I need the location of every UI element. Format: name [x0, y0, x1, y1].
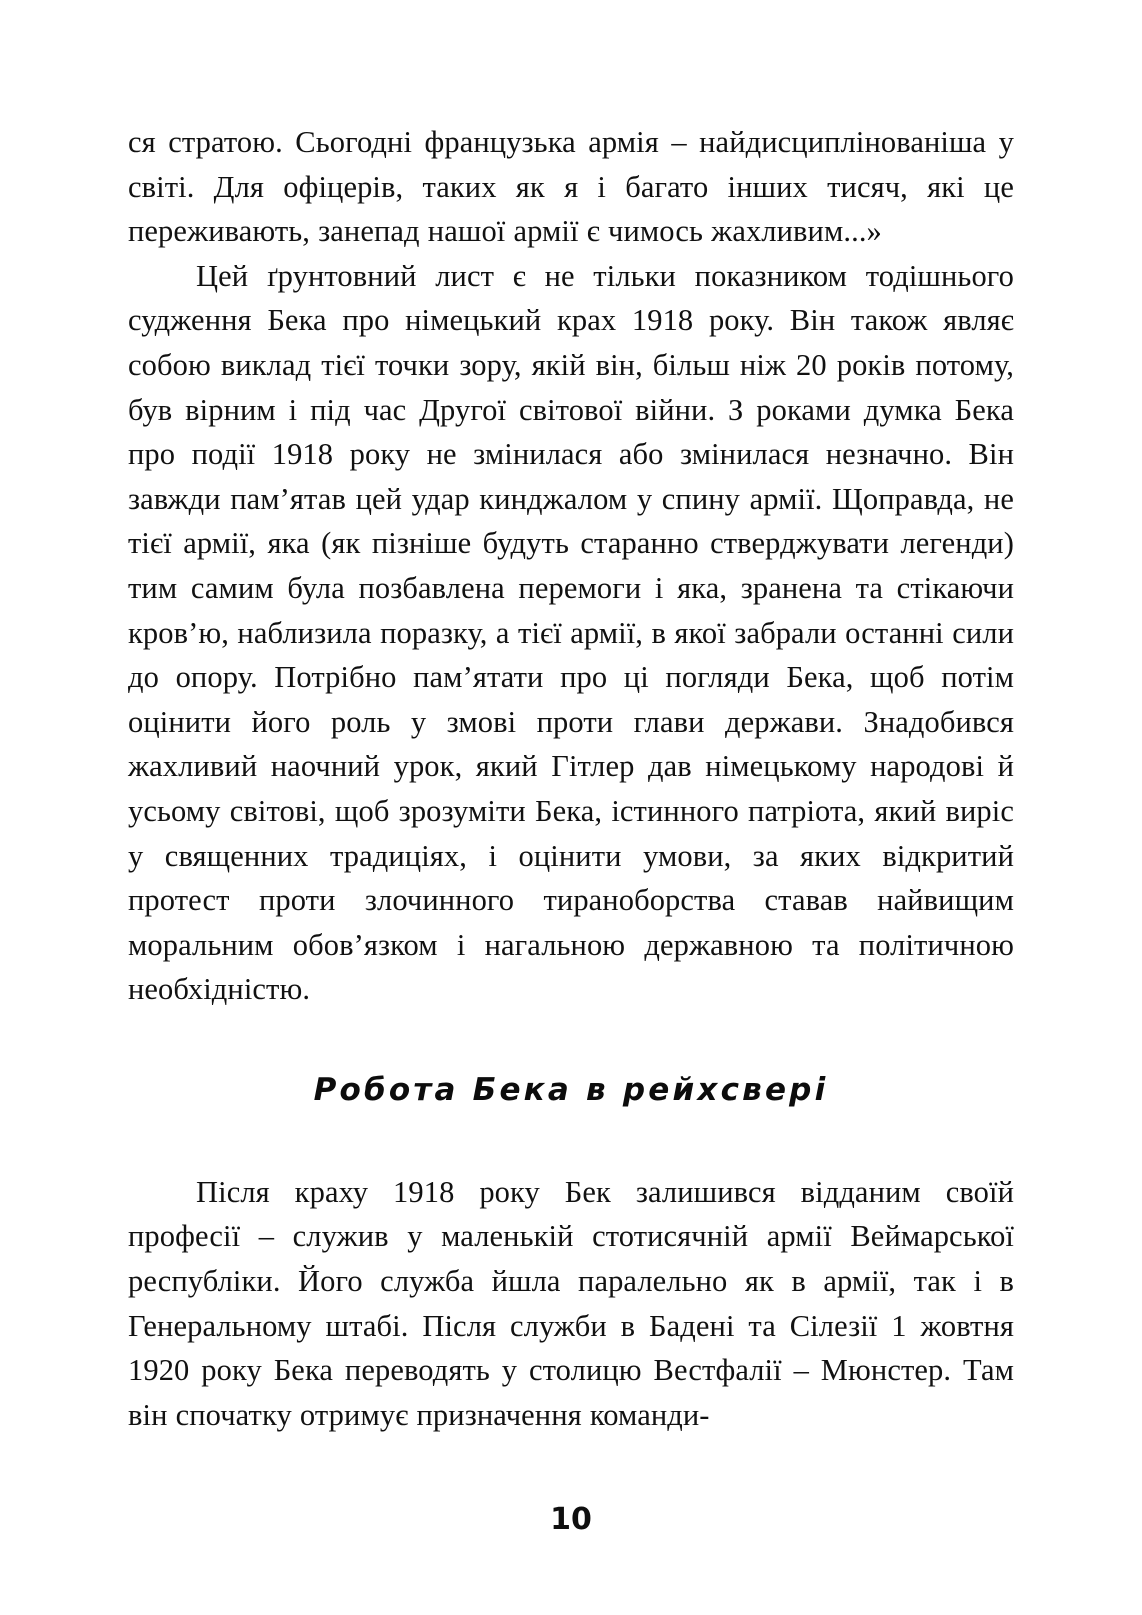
paragraph-3: Після краху 1918 року Бек залишився відданим своїй професії – служив у маленькій стотисячній армії Веймарської республіки. Його служба йшла паралельно як в армії, так і в Генеральному штабі. Після служби в Бадені та Сілезії 1 жовтня 1920 року Бека переводять у столицю Вестфалії – Мюнстер. Там він спочатку отримує призначення команди- [128, 1174, 1014, 1432]
page-number: 10 [550, 1502, 592, 1537]
paragraph-2: Цей ґрунтовний лист є не тільки показником тодішнього судження Бека про німецький крах 1918 року. Він також являє собою виклад тієї точки зору, якій він, більш ніж 20 років потому, був вірним і під час Другої світової війни. З роками думка Бека про події 1918 року не змінилася або змінилася незначно. Він завжди пам’ятав цей удар кинджалом у спину армії. Щоправда, не тієї армії, яка (як пізніше будуть старанно стверджувати легенди) тим самим була позбавлена перемоги і яка, зранена та стікаючи кров’ю, наблизила поразку, а тієї армії, в якої забрали останні сили до опору. Потрібно пам’ятати про ці погляди Бека, щоб потім оцінити його роль у змові проти глави держави. Знадобився жахливий наочний урок, який Гітлер дав німецькому народові й усьому світові, щоб зрозуміти Бека, істинного патріота, який виріс у священних традиціях, і оцінити умови, за яких відкритий протест проти злочинного тираноборства ставав найвищим моральним обов’язком і нагальною державною та політичною необхідністю. [128, 258, 1014, 1007]
heading-spacer [128, 1108, 1014, 1170]
section-heading: Робота Бека в рейхсвері [313, 1071, 829, 1108]
paragraph-1: ся стратою. Сьогодні французька армія – найдисциплінованіша у світі. Для офіцерів, таких як я і багато інших тисяч, які це переживають, занепад нашої армії є чимось жахливим...» [128, 125, 1014, 249]
